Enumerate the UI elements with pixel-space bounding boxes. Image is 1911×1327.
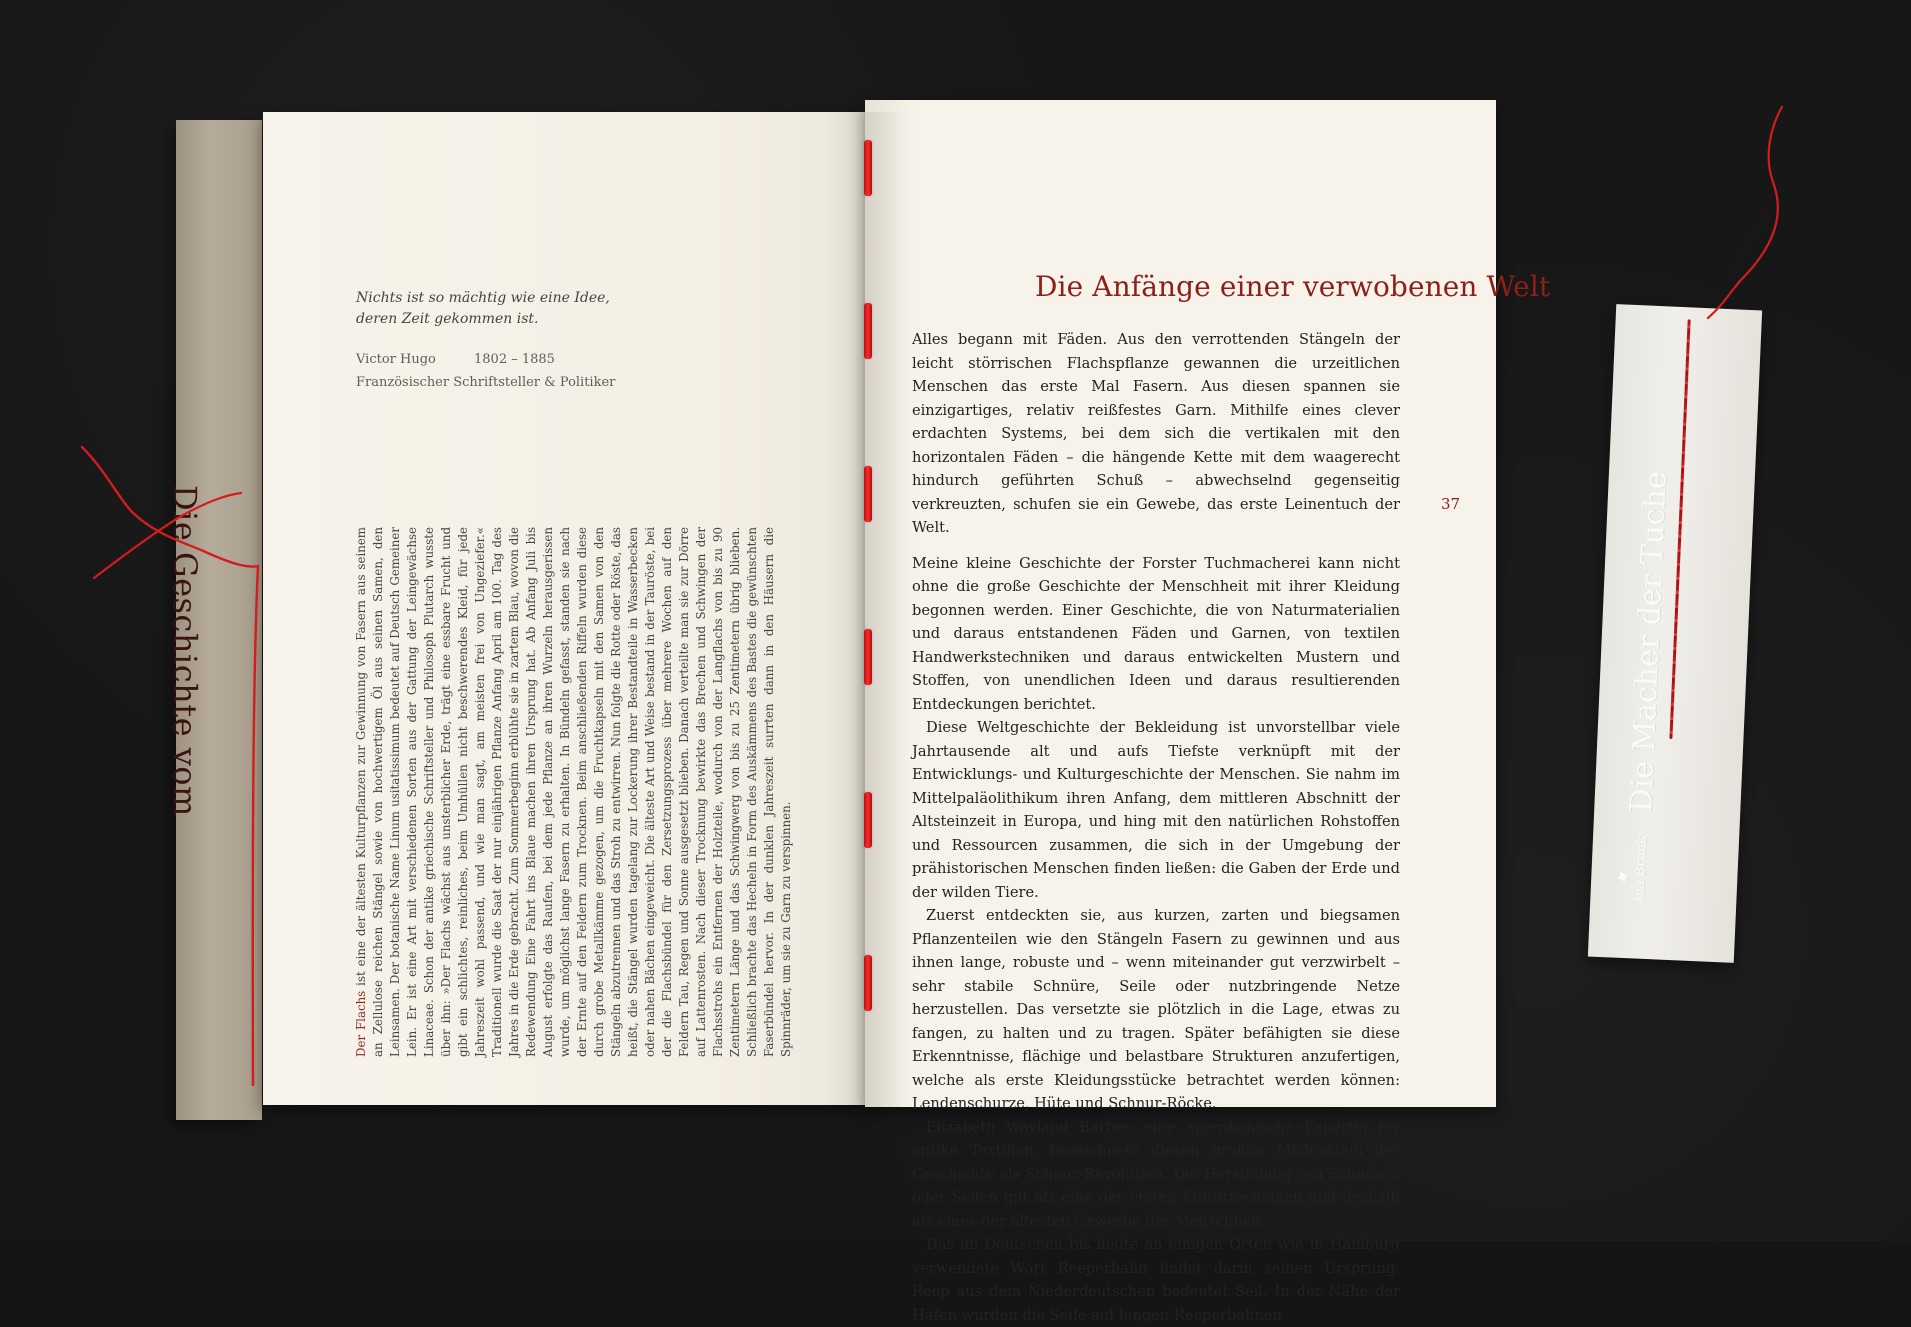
bookmark-thread <box>1669 319 1690 739</box>
quote-line-1: Nichts ist so mächtig wie eine Idee, <box>356 290 610 306</box>
paragraph-6: Das im Deutschen bis heute an einigen Orten wie in Hamburg verwendete Wort Reeperbahn findet darin seinen Ursprung. Reep aus dem Niederdeutschen bedeutet Seil. In der Nähe der Häfen wurden die Seile auf langen Reeperbahnen <box>912 1236 1400 1324</box>
quote-block <box>356 288 616 330</box>
quote-years: 1802 – 1885 <box>474 352 555 367</box>
paragraph-5: Elizabeth Wayland Barber, eine amerikanische Expertin für antike Textilien, bezeichnete diesen großen Meilenstein der Geschichte als Schnur-Revolution. Die Herstellung von Schnüren oder Seilen gilt als eine der ersten Kulturtechniken und deshalb als eines der ältesten Gewerbe der Menschheit. <box>912 1118 1400 1230</box>
paragraph-1: Alles begann mit Fäden. Aus den verrottenden Stängeln der leicht störrischen Flachspflanze gewannen die urzeitlichen Menschen das erste Mal Fasern. Aus diesen spannen sie einzigartiges, relativ reißfestes Garn. Mithilfe eines clever erdachten Systems, bei dem sich die vertikalen mit den horizontalen Fäden – die hängende Kette mit dem waagerecht hindurch geführten Schuß – abwechselnd gegenseitig verkreuzten, schufen sie ein Gewebe, das erste Leinentuch der Welt. <box>912 331 1400 536</box>
quote-author-line <box>356 352 555 367</box>
bookmark-author: Ina Brunk <box>1631 835 1650 903</box>
paragraph-4: Zuerst entdeckten sie, aus kurzen, zarten und biegsamen Pflanzenteilen wie den Stängeln Fasern zu gewinnen und aus ihnen lange, robuste und – wenn miteinander gut verzwirbelt – sehr stabile Schnüre, Seile oder nutzbringende Netze herzustellen. Das versetzte sie plötzlich in die Lage, etwas zu fangen, zu halten und zu tragen. Später befähigten sie diese Erkenntnisse, flächige und belastbare Strukturen anzufertigen, welche als erste Kleidungsstücke betrachtet werden können: Lendenschurze, Hüte und Schnur-Röcke. <box>912 907 1400 1112</box>
quote-author: Victor Hugo <box>356 352 436 367</box>
left-page <box>263 112 865 1105</box>
chapter-body <box>912 328 1400 1327</box>
bookmark-title-block <box>1620 471 1674 903</box>
book-cover <box>166 120 262 1120</box>
rotated-text-block <box>248 527 793 1057</box>
rotated-paragraph-body: ist eine der ältesten Kulturpflanzen zur Gewinnung von Fasern aus seinem an Zellulose reichen Stängel sowie von hochwertigem Öl aus seinen Samen, den Leinsamen. Der botanische Name Linum usitatissimum bedeutet auf Deutsch Gemeiner Lein. Er ist eine Art mit verschiedenen Sorten aus der Gattung der Leingewächse Linaceae. Schon der antike griechische Schriftsteller und Philosoph Plutarch wusste über ihn: »Der Flachs wächst aus unsterblicher Erde, trägt eine essbare Frucht und gibt ein schlichtes, reinliches, beim Umhüllen nicht beschwerendes Kleid, für jede Jahreszeit wohl passend, und wie man sagt, am meisten frei von Ungeziefer.« Traditionell wurde die Saat der nur einjährigen Pflanze Anfang April am 100. Tag des Jahres in die Erde gebracht. Zum Sommerbeginn erblühte sie in zartem Blau, wovon die Redewendung Eine Fahrt ins Blaue machen ihren Ursprung hat. Ab Anfang Juli bis August erfolgte das Raufen, bei dem jede Pflanze an ihren Wurzeln herausgerissen wurde, um möglichst lange Fasern zu erhalten. In Bündeln gefasst, standen sie nach der Ernte auf den Feldern zum Trocknen. Beim anschließenden Riffeln wurden diese durch grobe Metallkämme gezogen, um die Fruchtkapseln mit den Samen von den Stängeln abzutrennen und das Stroh zu entwirren. Nun folgte die Rotte oder Röste, das heißt, die Stängel wurden tagelang zur Lockerung ihrer Bestandteile in Wasserbecken oder nahen Bächen eingeweicht. Die älteste Art und Weise bestand in der Tauröste, bei der die Flachsbündel für den Zersetzungsprozess über mehrere Wochen auf den Feldern Tau, Regen und Sonne ausgesetzt blieben. Danach verteilte man sie zur Dörre auf Lattenrosten. Nach dieser Trocknung bewirkte das Brechen und Schwingen der Flachsstrohs ein Entfernen der Holzteile, wodurch von der Langflachs von bis zu 90 Zentimetern Länge und das Schwingwerg von bis zu 25 Zentimetern übrig blieben. Schließlich brachte das Hecheln in Form des Auskämmens des Bastes die gewünschten Faserbündel hervor. In der dunklen Jahreszeit surrten dann in den Häusern die Spinnräder, um sie zu Garn zu verspinnen. <box>354 527 793 1057</box>
quote-role: Französischer Schriftsteller & Politiker <box>356 375 616 390</box>
rotated-paragraph-lead: Der Flachs <box>354 990 368 1057</box>
star-icon: ✦ <box>1611 862 1635 891</box>
rotated-paragraph <box>353 527 795 1057</box>
page-number: 37 <box>1441 495 1461 513</box>
chapter-title: Die Anfänge einer verwobenen Welt <box>1035 270 1551 303</box>
bookmark <box>1588 304 1762 963</box>
right-page <box>865 100 1551 1324</box>
paragraph-3: Diese Weltgeschichte der Bekleidung ist unvorstellbar viele Jahrtausende alt und aufs Tiefste verknüpft mit der Entwicklungs- und Kulturgeschichte der Menschen. Sie nahm im Mittelpaläolithikum ihren Anfang, dem mittleren Abschnitt der Altsteinzeit in Europa, und hing mit den natürlichen Rohstoffen und Ressourcen zusammen, die sich in der Umgebung der prähistorischen Menschen finden ließen: die Gaben der Erde und der wilden Tiere. <box>912 719 1400 901</box>
paragraph-2: Meine kleine Geschichte der Forster Tuchmacherei kann nicht ohne die große Geschichte der Menschheit mit ihrer Kleidung begonnen werden. Einer Geschichte, die von Naturmaterialien und daraus entstandenen Fäden und Garnen, von textilen Handwerkstechniken und daraus entwickelten Mustern und Stoffen, von unendlichen Ideen und daraus resultierenden Entdeckungen berichtet. <box>912 554 1400 713</box>
quote-line-2: deren Zeit gekommen ist. <box>356 311 539 327</box>
cover-spine-title: Die Geschichte vom <box>166 485 204 817</box>
bookmark-title: Die Macher der Tuche <box>1624 470 1675 814</box>
